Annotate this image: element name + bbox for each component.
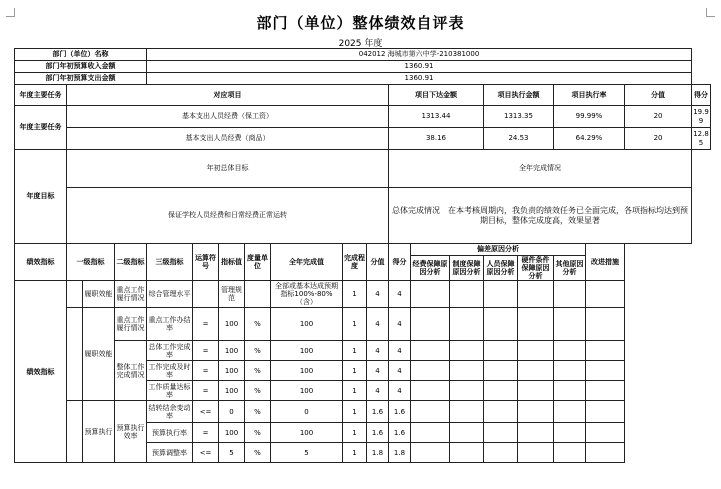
info-row-expense [15, 73, 711, 85]
level2-cell: 重点工作履行情况 [115, 281, 147, 308]
actual-cell: 100 [271, 423, 343, 443]
completion-cell: 1 [343, 423, 367, 443]
score-value-cell: 4 [367, 308, 389, 341]
level2-cell: 整体工作完成情况 [115, 341, 147, 401]
level1-cell: 预算执行 [83, 401, 115, 463]
completion-cell: 1 [343, 401, 367, 423]
unit-cell [245, 281, 271, 308]
index-value-cell: 100 [219, 361, 245, 381]
score-value-cell: 1.6 [367, 401, 389, 423]
col-deviation: 偏差原因分析 [411, 244, 586, 256]
report-year: 2025 年度 [338, 39, 383, 49]
tasks-section-label: 年度主要任务 [15, 106, 67, 150]
col-actual: 全年完成值 [271, 244, 343, 281]
indicators-body-label: 绩效指标 [15, 281, 67, 463]
score-cell: 4 [389, 381, 411, 401]
tasks-header-label: 年度主要任务 [15, 85, 67, 106]
level3-cell: 综合管理水平 [147, 281, 193, 308]
unit-cell: % [245, 423, 271, 443]
completion-cell: 1 [343, 281, 367, 308]
expense-label: 部门年初预算支出金额 [15, 73, 147, 85]
actual-cell: 100 [271, 308, 343, 341]
actual-cell: 0 [271, 401, 343, 423]
level3-cell: 工作质量达标率 [148, 382, 191, 399]
index-value-cell: 5 [219, 443, 245, 463]
col-budget: 项目下达金额 [389, 85, 484, 106]
index-value-cell: 100 [219, 308, 245, 341]
task-score-value: 20 [625, 106, 692, 128]
level3-cell: 预算执行率 [147, 423, 193, 443]
indicators-section-label: 绩效指标 [15, 244, 67, 281]
col-level2: 二级指标 [115, 244, 147, 281]
actual-cell: 100 [271, 341, 343, 361]
operator-cell: = [193, 423, 219, 443]
completion-cell: 1 [343, 341, 367, 361]
task-budget: 1313.44 [389, 106, 484, 128]
score-value-cell: 4 [367, 361, 389, 381]
info-row-unit [15, 49, 711, 61]
score-cell: 4 [389, 281, 411, 308]
task-exec-amount: 1313.35 [484, 106, 554, 128]
operator-cell: <= [193, 443, 219, 463]
col-project: 对应项目 [67, 85, 389, 106]
col-score: 得分 [389, 244, 411, 281]
col-level3: 三级指标 [147, 244, 193, 281]
unit-cell: % [245, 361, 271, 381]
task-budget: 38.16 [389, 128, 484, 150]
col-score: 得分 [692, 85, 711, 106]
level1-cell: 履职效能 [83, 281, 115, 308]
completion-cell: 1 [343, 308, 367, 341]
task-score: 19.99 [692, 106, 711, 128]
page-title: 部门（单位）整体绩效自评表 [256, 14, 465, 32]
operator-cell: = [193, 381, 219, 401]
level2-cell: 重点工作履行情况 [115, 308, 147, 341]
level3-cell: 工作完成及时率 [148, 362, 191, 379]
score-cell: 4 [389, 361, 411, 381]
score-cell: 1.6 [389, 401, 411, 423]
operator-cell: <= [193, 401, 219, 423]
unit-cell: % [245, 381, 271, 401]
completion-cell: 1 [343, 381, 367, 401]
indicator-header-row [15, 244, 711, 256]
score-cell: 4 [389, 341, 411, 361]
col-exec-amount: 项目执行金额 [484, 85, 554, 106]
operator-cell: = [193, 308, 219, 341]
completion-header: 全年完成情况 [389, 150, 692, 188]
info-row-income [15, 61, 711, 73]
level1-cell: 履职效能 [83, 308, 115, 401]
index-value-cell: 管理规范 [219, 281, 245, 308]
col-dev-other: 其他原因分析 [554, 256, 586, 281]
actual-cell: 100 [271, 361, 343, 381]
index-value-cell: 0 [219, 401, 245, 423]
level3-cell: 结转结余变动率 [147, 401, 193, 423]
index-value-cell: 100 [219, 341, 245, 361]
level3-cell: 预算调整率 [147, 443, 193, 463]
score-value-cell: 4 [367, 341, 389, 361]
goals-label: 年度目标 [15, 150, 67, 244]
initial-goal-text: 保证学校人员经费和日常经费正常运转 [67, 188, 389, 244]
actual-cell: 100 [271, 381, 343, 401]
col-level1: 一级指标 [67, 244, 115, 281]
col-improve: 改进措施 [586, 244, 625, 281]
col-dev-budget: 经费保障原因分析 [411, 256, 450, 281]
col-score-value: 分值 [367, 244, 389, 281]
score-value-cell: 1.8 [367, 443, 389, 463]
score-cell: 1.8 [389, 443, 411, 463]
initial-goal-header: 年初总体目标 [67, 150, 389, 188]
col-operator: 运算符号 [193, 244, 219, 281]
indicator-row [15, 308, 711, 341]
evaluation-table [14, 48, 711, 463]
unit-label: 部门（单位）名称 [15, 49, 147, 61]
unit-cell: % [245, 341, 271, 361]
task-exec-amount: 24.53 [484, 128, 554, 150]
score-value-cell: 4 [367, 281, 389, 308]
task-project: 基本支出人员经费（商品） [67, 128, 389, 150]
col-index-value: 指标值 [219, 244, 245, 281]
actual-cell: 5 [271, 443, 343, 463]
unit-cell: % [245, 401, 271, 423]
score-cell: 4 [389, 308, 411, 341]
completion-text: 总体完成情况 在本考核周期内，我负责的绩效任务已全面完成，各项指标均达到预期目标，整体完成度高，效果显著 [389, 188, 692, 244]
task-score-value: 20 [625, 128, 692, 150]
task-project: 基本支出人员经费（保工资） [67, 106, 389, 128]
col-exec-rate: 项目执行率 [554, 85, 625, 106]
operator-cell: = [193, 361, 219, 381]
col-dev-hardware: 硬件条件保障原因分析 [518, 256, 554, 281]
score-value-cell: 4 [367, 381, 389, 401]
task-row [15, 106, 711, 128]
unit-cell: % [245, 308, 271, 341]
indicator-row [15, 401, 711, 423]
index-value-cell: 100 [219, 381, 245, 401]
col-dev-staff: 人员保障原因分析 [484, 256, 518, 281]
completion-cell: 1 [343, 443, 367, 463]
completion-cell: 1 [343, 361, 367, 381]
task-row [15, 128, 711, 150]
task-score: 12.85 [692, 128, 711, 150]
score-value-cell: 1.6 [367, 423, 389, 443]
actual-cell: 全部或基本达成预期指标100%-80%（含） [271, 281, 343, 308]
score-cell: 1.6 [389, 423, 411, 443]
operator-cell [193, 281, 219, 308]
level3-cell: 总体工作完成率 [148, 342, 191, 359]
unit-value: 042012 海城市第六中学-210381000 [147, 49, 692, 61]
col-score-value: 分值 [625, 85, 692, 106]
goals-header-row [15, 150, 711, 188]
unit-cell: % [245, 443, 271, 463]
col-dev-system: 制度保障原因分析 [450, 256, 484, 281]
task-exec-rate: 99.99% [554, 106, 625, 128]
indicator-row [15, 341, 711, 361]
expense-value: 1360.91 [147, 73, 692, 85]
operator-cell: = [193, 341, 219, 361]
col-completion: 完成程度 [343, 244, 367, 281]
col-unit: 度量单位 [245, 244, 271, 281]
level2-cell: 预算执行效率 [115, 401, 147, 463]
income-label: 部门年初预算收入金额 [15, 61, 147, 73]
indicator-row [15, 281, 711, 308]
income-value: 1360.91 [147, 61, 692, 73]
index-value-cell: 100 [219, 423, 245, 443]
level3-cell: 重点工作办结率 [147, 308, 193, 341]
goals-content-row [15, 188, 711, 244]
task-exec-rate: 64.29% [554, 128, 625, 150]
tasks-header-row [15, 85, 711, 106]
